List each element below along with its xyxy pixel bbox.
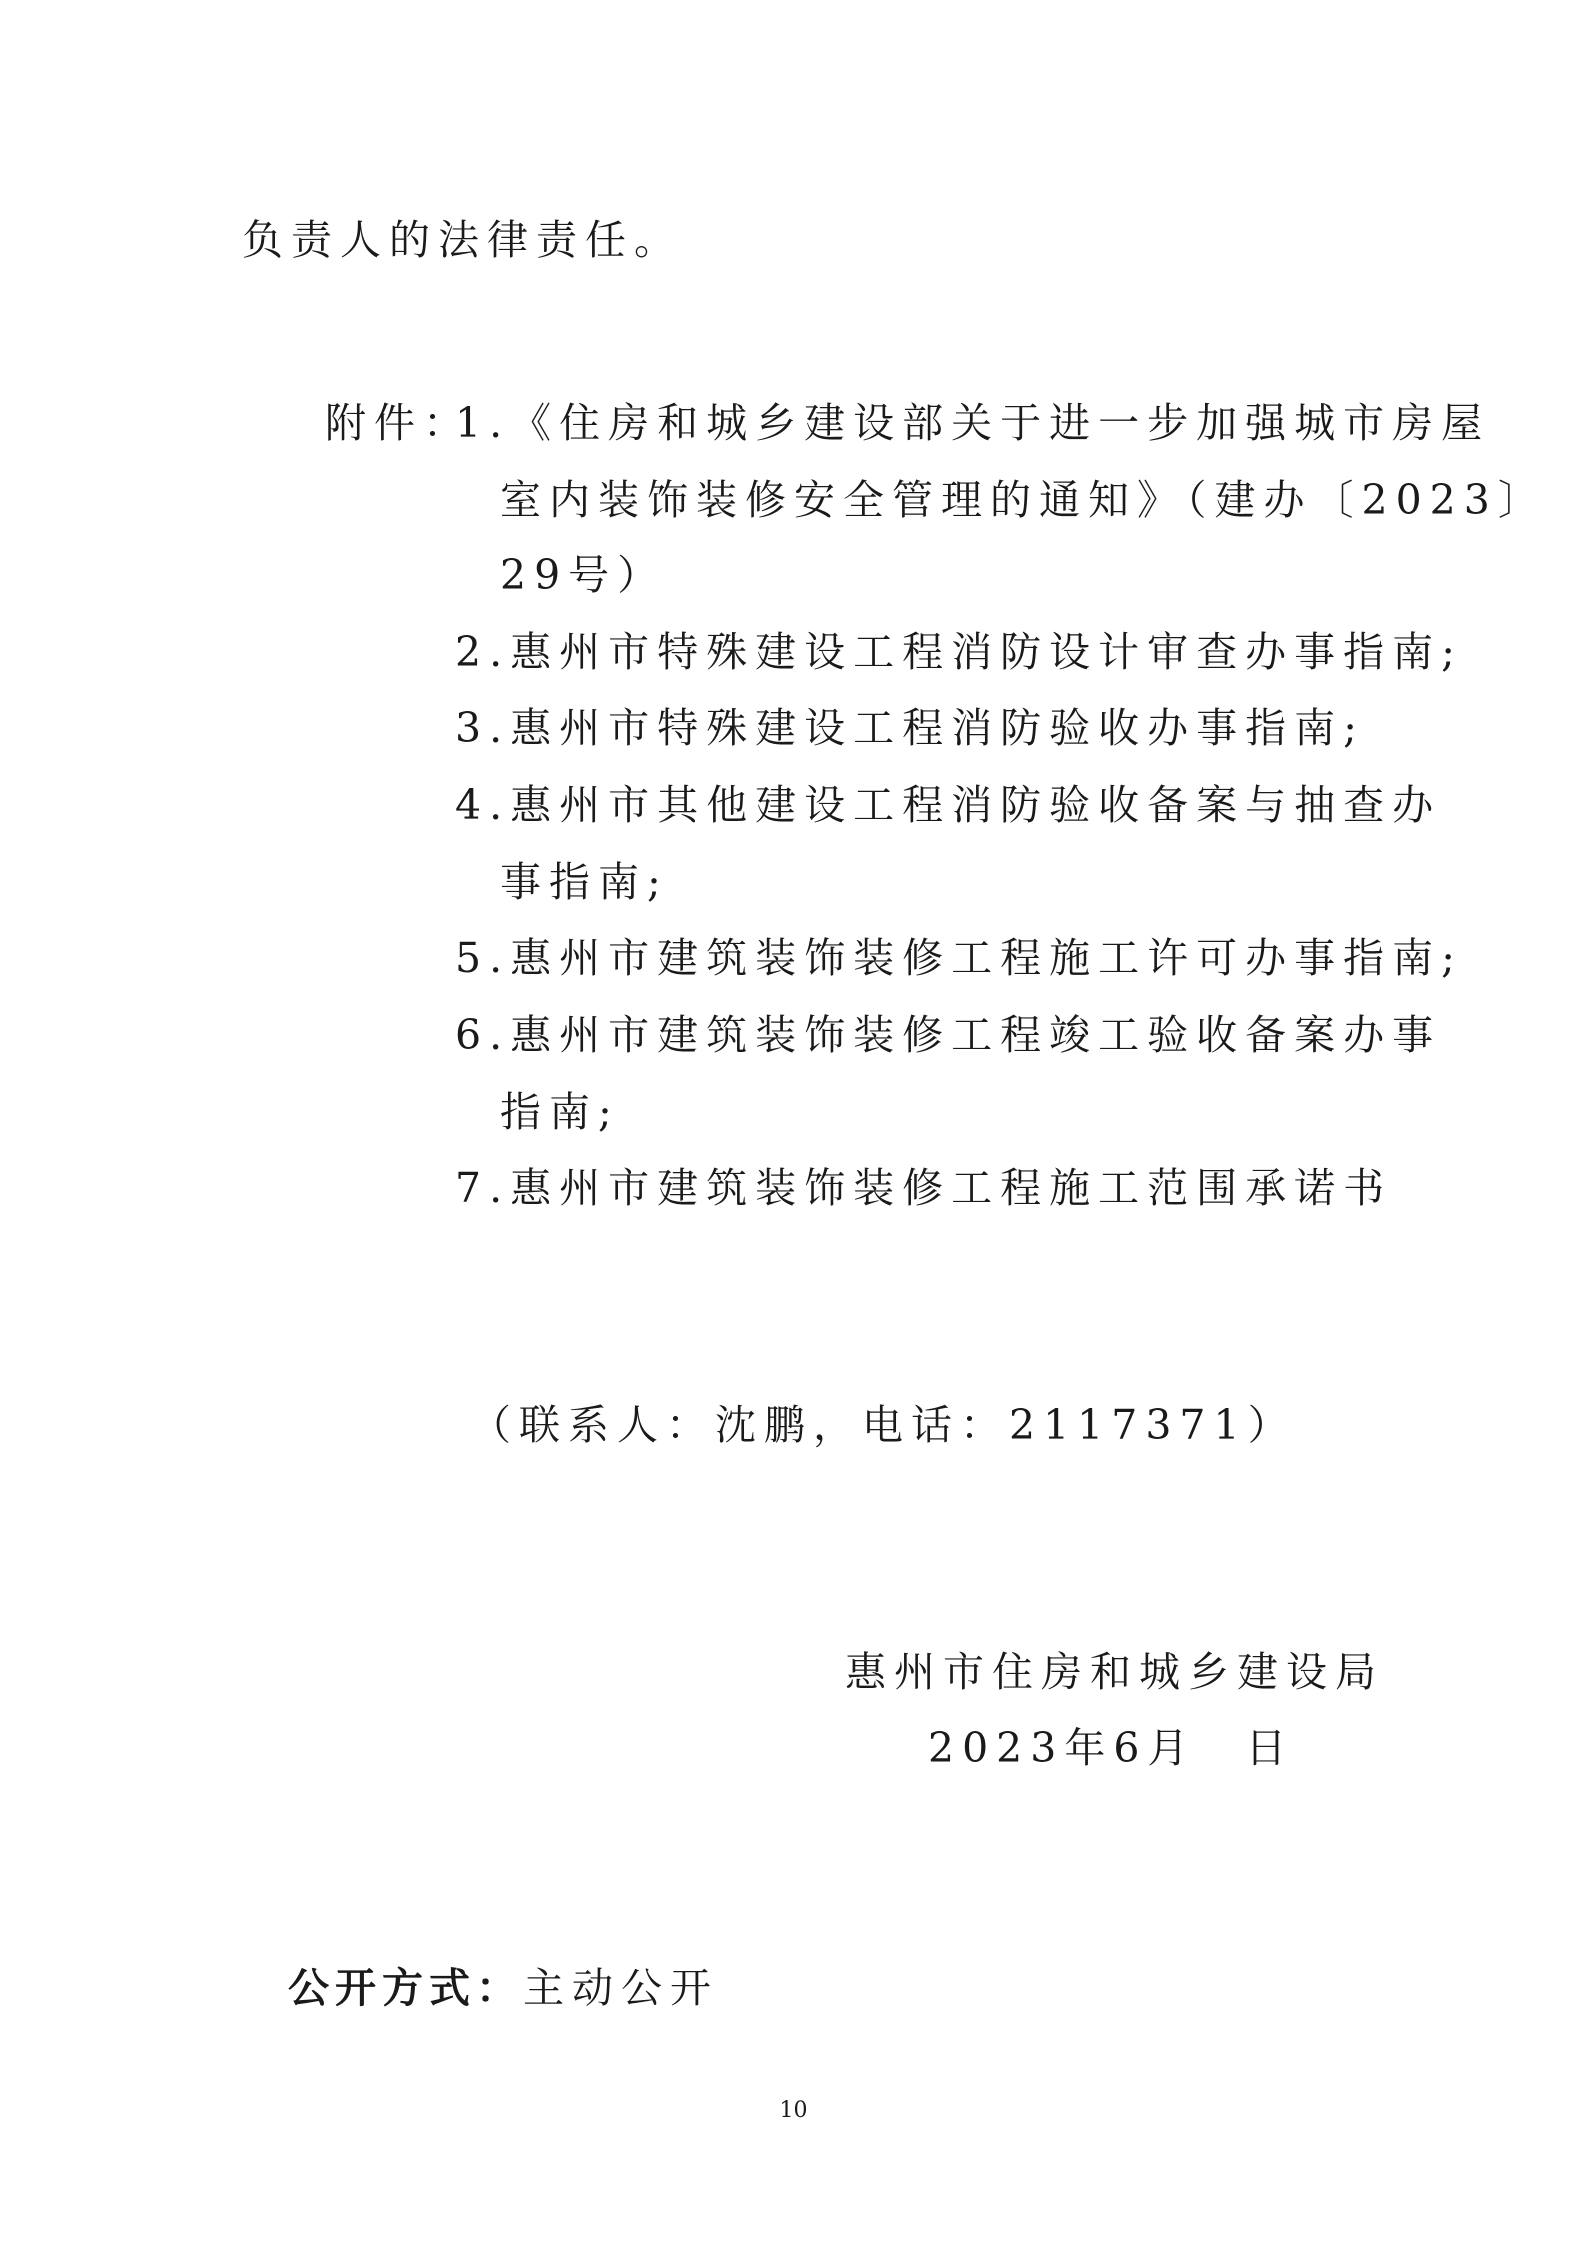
attachment-7: 7.惠州市建筑装饰装修工程施工范围承诺书 xyxy=(455,1164,1393,1212)
attachment-5: 5.惠州市建筑装饰装修工程施工许可办事指南; xyxy=(455,934,1463,982)
paragraph-tail: 负责人的法律责任。 xyxy=(242,216,683,264)
disclosure-value: 主动公开 xyxy=(523,1964,719,2012)
page-number: 10 xyxy=(779,2098,808,2123)
attachment-1-line-1: 1.《住房和城乡建设部关于进一步加强城市房屋 xyxy=(455,399,1491,447)
disclosure-row xyxy=(288,1964,719,2012)
attachment-3: 3.惠州市特殊建设工程消防验收办事指南; xyxy=(455,704,1365,752)
attachment-6-line-1: 6.惠州市建筑装饰装修工程竣工验收备案办事 xyxy=(455,1011,1442,1059)
signature-date: 2023年6月 日 xyxy=(928,1724,1295,1772)
attachment-1-line-2: 室内装饰装修安全管理的通知》（建办〔2023〕 xyxy=(500,476,1547,524)
contact-info: （联系人：沈鹏，电话：2117371） xyxy=(470,1401,1297,1449)
attachment-6-line-2: 指南; xyxy=(500,1088,620,1136)
attachment-2: 2.惠州市特殊建设工程消防设计审查办事指南; xyxy=(455,628,1463,676)
attachments-label: 附件： xyxy=(325,399,472,447)
disclosure-label: 公开方式： xyxy=(288,1964,523,2012)
signature-org: 惠州市住房和城乡建设局 xyxy=(845,1648,1384,1696)
attachment-1-line-3: 29号） xyxy=(500,551,667,599)
attachment-4-line-1: 4.惠州市其他建设工程消防验收备案与抽查办 xyxy=(455,781,1442,829)
attachment-4-line-2: 事指南; xyxy=(500,858,669,906)
